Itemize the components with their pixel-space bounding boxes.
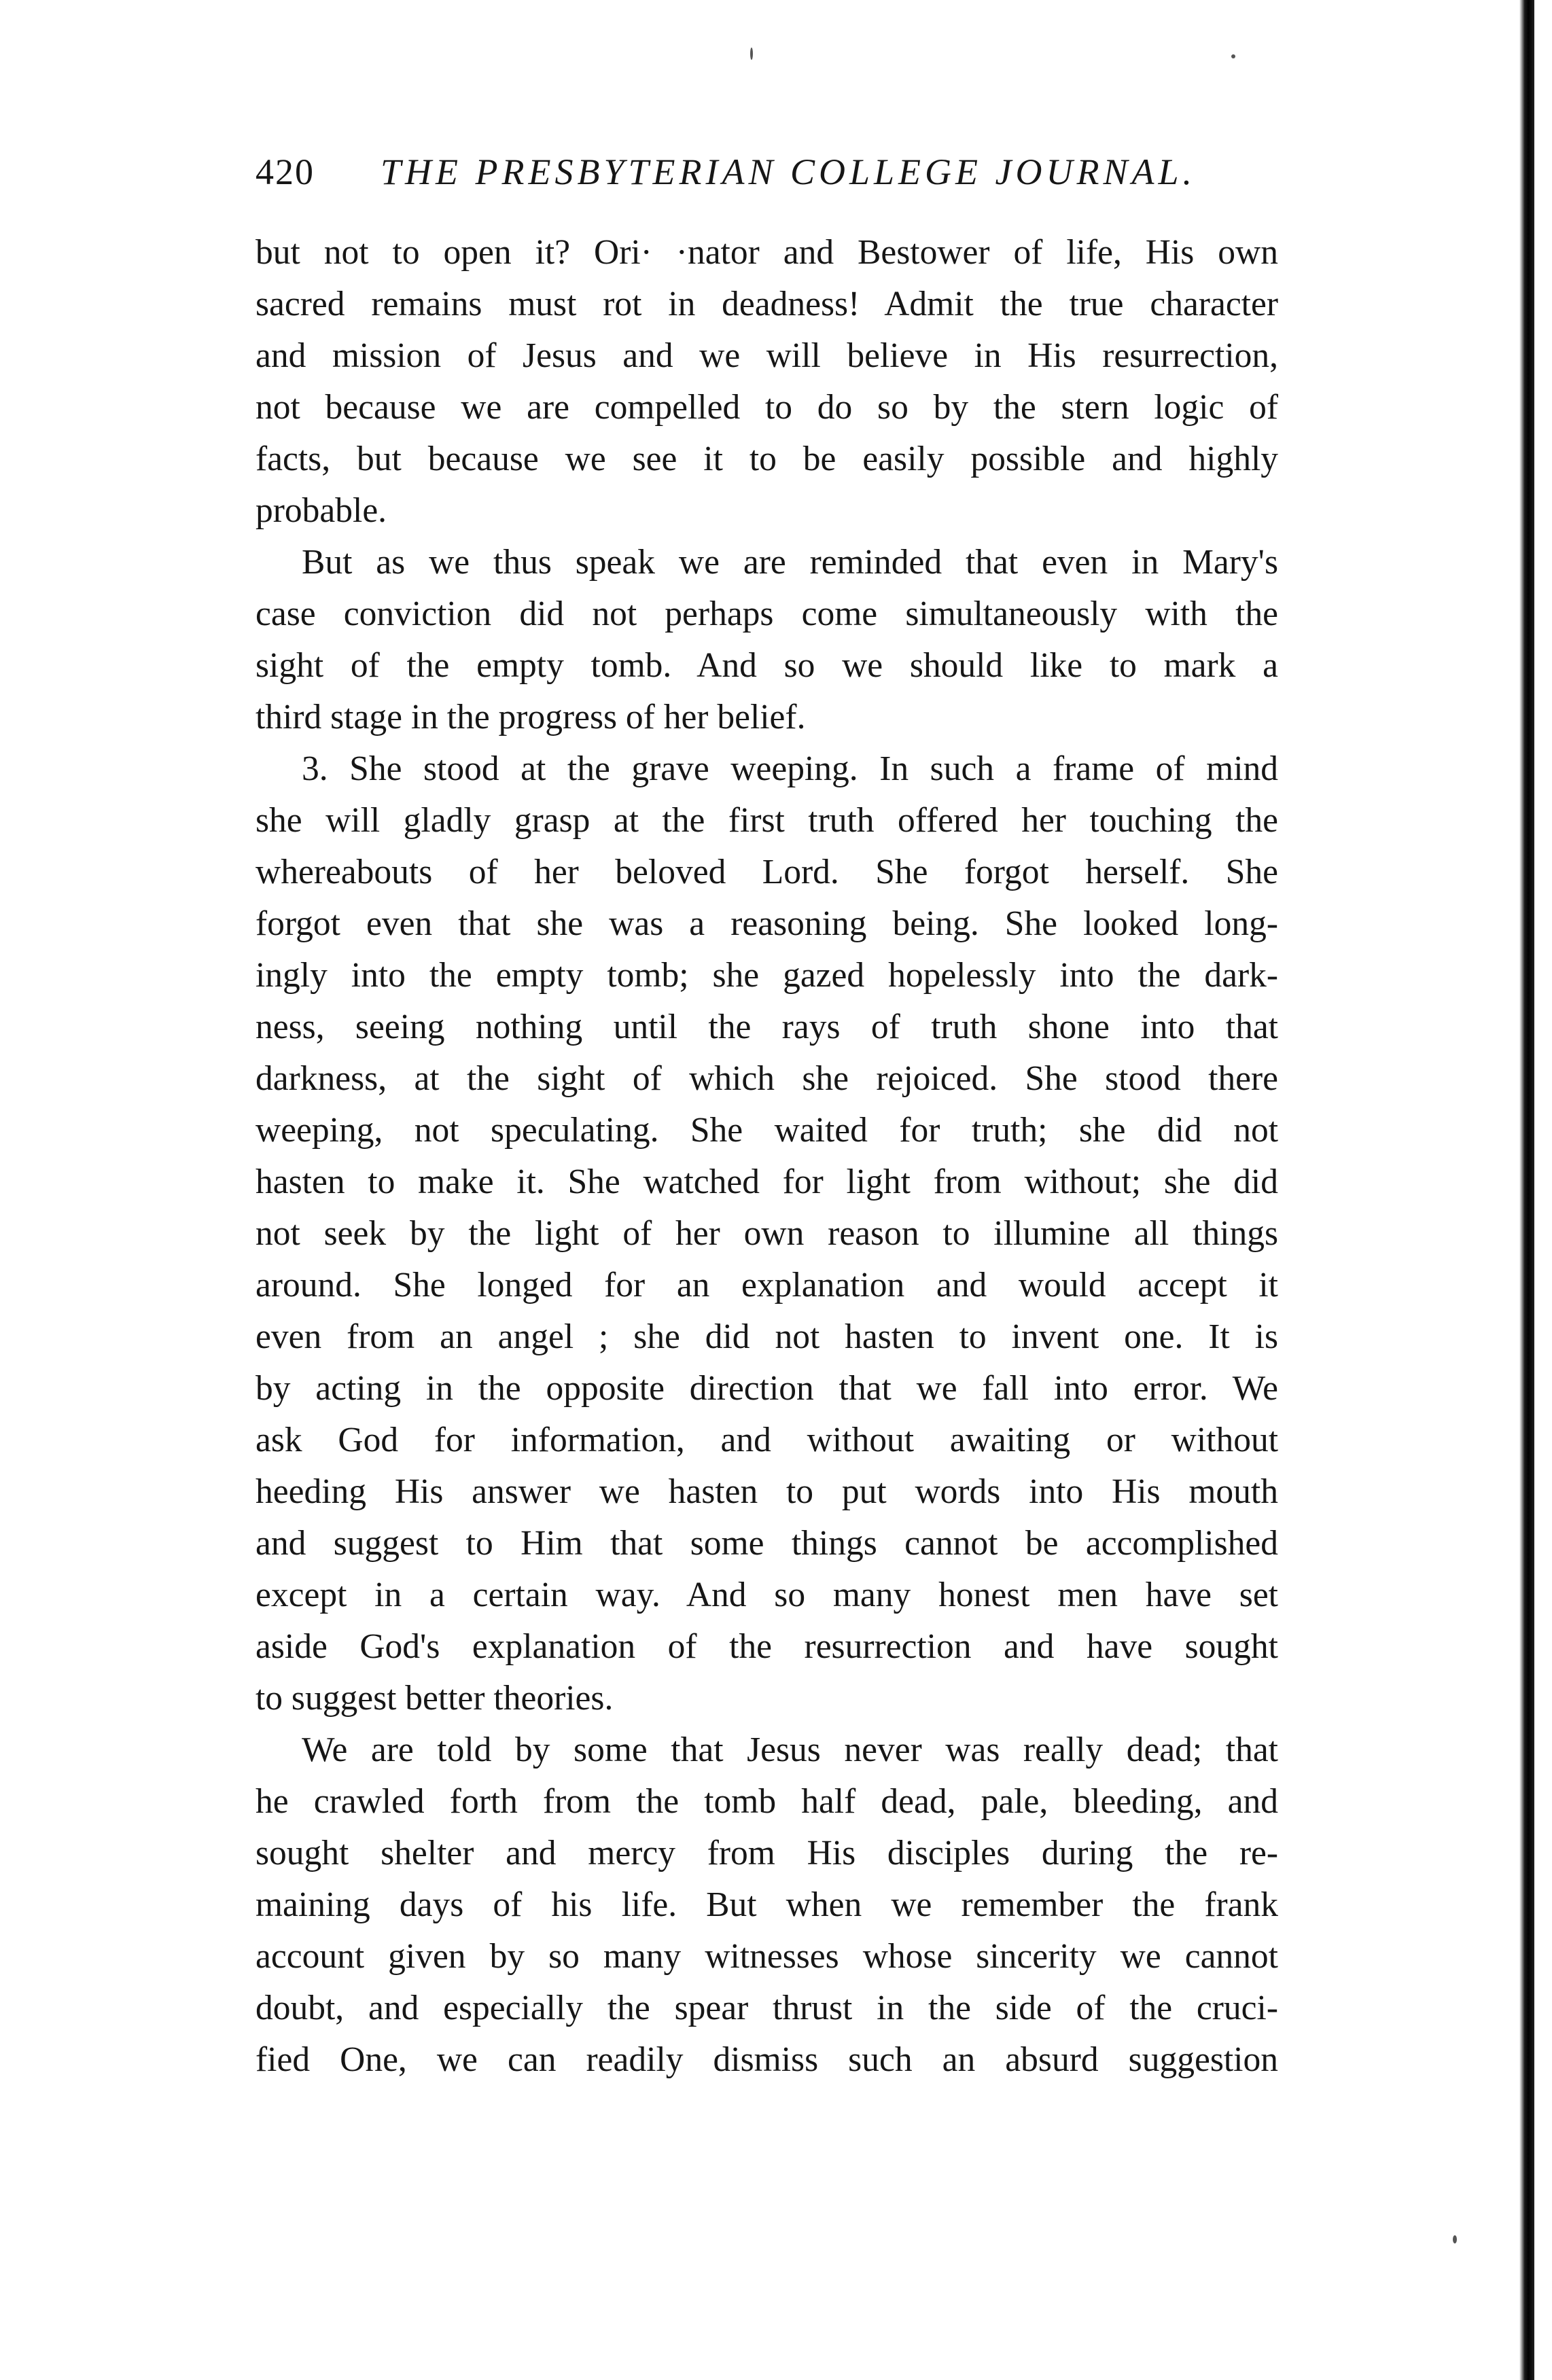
page-number: 420 xyxy=(255,152,315,192)
text-line: ask God for information, and without awaiting or without xyxy=(255,1421,1278,1459)
text-line: We are told by some that Jesus never was really dead; that xyxy=(302,1730,1278,1769)
text-line: facts, but because we see it to be easily possible and highly xyxy=(255,440,1278,478)
text-line: by acting in the opposite direction that we fall into error. We xyxy=(255,1369,1278,1408)
text-line: but not to open it? Ori· ·nator and Bestower of life, His own xyxy=(255,233,1278,272)
text-line: case conviction did not perhaps come simultaneously with the xyxy=(255,594,1278,633)
text-line: probable. xyxy=(255,491,387,530)
text-line: ness, seeing nothing until the rays of truth shone into that xyxy=(255,1008,1278,1046)
text-line: But as we thus speak we are reminded that even in Mary's xyxy=(302,543,1278,582)
text-line: darkness, at the sight of which she rejoiced. She stood there xyxy=(255,1059,1278,1098)
text-line: sought shelter and mercy from His disciples during the re- xyxy=(255,1834,1278,1872)
text-line: and suggest to Him that some things cannot be accomplished xyxy=(255,1524,1278,1563)
text-line: weeping, not speculating. She waited for truth; she did not xyxy=(255,1111,1278,1150)
text-line: fied One, we can readily dismiss such an absurd suggestion xyxy=(255,2040,1278,2079)
scan-speck xyxy=(1231,54,1235,58)
text-line: sight of the empty tomb. And so we should like to mark a xyxy=(255,646,1278,685)
text-line: aside God's explanation of the resurrection and have sought xyxy=(255,1627,1278,1666)
text-line: ingly into the empty tomb; she gazed hopelessly into the dark- xyxy=(255,956,1278,995)
scan-edge-shadow xyxy=(1519,0,1534,2380)
page-header xyxy=(255,151,1275,198)
running-title: THE PRESBYTERIAN COLLEGE JOURNAL. xyxy=(381,152,1197,192)
text-line: maining days of his life. But when we remember the frank xyxy=(255,1885,1278,1924)
scan-speck xyxy=(750,48,753,60)
text-line: around. She longed for an explanation and would accept it xyxy=(255,1266,1278,1304)
body-text xyxy=(255,227,1278,2086)
scan-speck xyxy=(1453,2235,1457,2243)
text-line: and mission of Jesus and we will believe in His resurrection, xyxy=(255,336,1278,375)
text-line: except in a certain way. And so many honest men have set xyxy=(255,1576,1278,1614)
text-line: doubt, and especially the spear thrust in the side of the cruci- xyxy=(255,1989,1278,2027)
text-line: not because we are compelled to do so by the stern logic of xyxy=(255,388,1278,427)
text-line: she will gladly grasp at the first truth offered her touching the xyxy=(255,801,1278,840)
text-line: 3. She stood at the grave weeping. In such a frame of mind xyxy=(302,749,1278,788)
text-line: to suggest better theories. xyxy=(255,1679,614,1718)
text-line: third stage in the progress of her belief. xyxy=(255,698,806,736)
text-line: account given by so many witnesses whose sincerity we cannot xyxy=(255,1937,1278,1976)
text-line: not seek by the light of her own reason to illumine all things xyxy=(255,1214,1278,1253)
text-line: whereabouts of her beloved Lord. She forgot herself. She xyxy=(255,853,1278,891)
text-line: forgot even that she was a reasoning being. She looked long- xyxy=(255,904,1278,943)
text-line: heeding His answer we hasten to put words into His mouth xyxy=(255,1472,1278,1511)
text-line: sacred remains must rot in deadness! Admit the true character xyxy=(255,285,1278,323)
text-line: he crawled forth from the tomb half dead, pale, bleeding, and xyxy=(255,1782,1278,1821)
text-line: hasten to make it. She watched for light from without; she did xyxy=(255,1162,1278,1201)
text-line: even from an angel ; she did not hasten to invent one. It is xyxy=(255,1317,1278,1356)
